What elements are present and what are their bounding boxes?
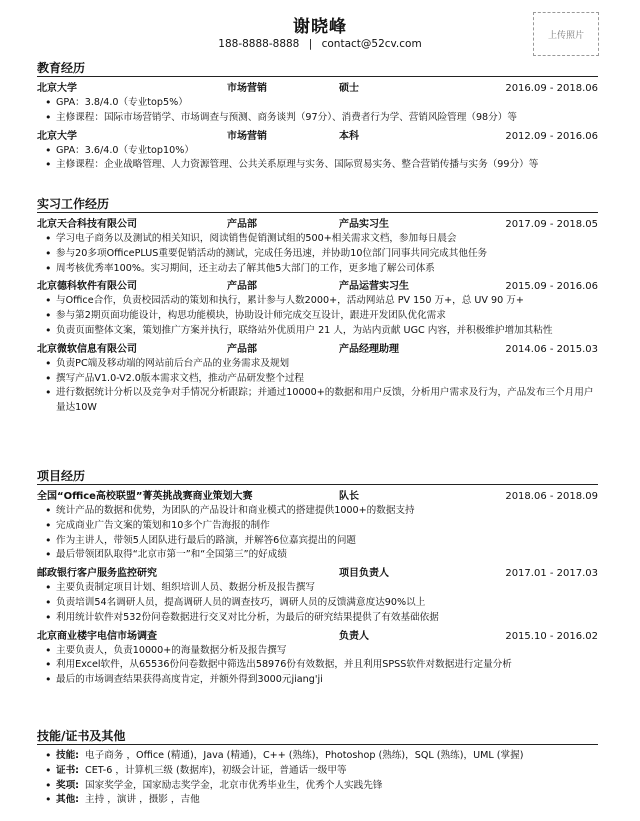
organization-name: 北京德科软件有限公司 <box>37 281 137 293</box>
organization-name: 邮政银行客户服务监控研究 <box>37 568 157 580</box>
entry-header <box>37 81 598 96</box>
date-range: 2016.09 - 2018.06 <box>505 83 598 94</box>
skill-item <box>43 793 598 808</box>
entry <box>37 279 598 338</box>
phone-number: 188-8888-8888 <box>218 38 300 50</box>
section-title: 项目经历 <box>37 468 598 485</box>
entry-header <box>37 129 598 144</box>
date-range: 2015.10 - 2016.02 <box>505 630 598 642</box>
role-title: 硕士 <box>339 83 359 94</box>
email-address: contact@52cv.com <box>321 38 422 50</box>
skill-item <box>43 779 598 794</box>
list-item: • 参与第2期页面功能设计，构思功能模块，协助设计师完成交互设计，跟进开发团队优化需求 <box>43 309 598 324</box>
bullet-list <box>37 294 598 338</box>
entry <box>37 489 598 563</box>
entry <box>37 342 598 416</box>
skill-item <box>43 749 598 764</box>
list-item: • GPA：3.6/4.0（专业top10%） <box>43 144 598 159</box>
skills-list <box>37 749 598 808</box>
list-item: • 最后的市场调查结果获得高度肯定，并额外得到3000元jiang'ji <box>43 673 598 688</box>
date-range: 2017.09 - 2018.05 <box>505 219 598 230</box>
bullet-list <box>37 96 598 126</box>
organization-name: 北京大学 <box>37 83 77 94</box>
role-title: 产品实习生 <box>339 219 389 230</box>
skill-item <box>43 764 598 779</box>
organization-name: 北京商业楼宇电信市场调查 <box>37 630 157 642</box>
organization-name: 全国“Office高校联盟”菁英挑战赛商业策划大赛 <box>37 491 253 502</box>
department: 产品部 <box>227 219 257 230</box>
role-title: 产品运营实习生 <box>339 281 409 293</box>
department: 产品部 <box>227 343 257 355</box>
date-range: 2014.06 - 2015.03 <box>505 343 598 355</box>
list-item: • 负责PC端及移动端的网站前后台产品的业务需求及规划 <box>43 357 598 372</box>
list-item: • 主修课程：国际市场营销学、市场调查与预测、商务谈判（97分）、消费者行为学、营销风险管理（98分）等 <box>43 111 598 126</box>
education-section <box>37 60 598 176</box>
internship-section <box>37 196 598 419</box>
bullet-list <box>37 144 598 174</box>
list-item: • GPA：3.8/4.0（专业top5%） <box>43 96 598 111</box>
list-item: • 负责培训54名调研人员，提高调研人员的调查技巧，调研人员的反馈满意度达90%以上 <box>43 596 598 611</box>
skill-label: 其他: <box>56 794 80 806</box>
role-title: 队长 <box>339 491 359 502</box>
list-item: • 周考核优秀率100%。实习期间，还主动去了解其他5大部门的工作，更多地了解公司体系 <box>43 262 598 277</box>
bullet-list <box>37 232 598 276</box>
organization-name: 北京天合科技有限公司 <box>37 219 137 230</box>
entry-header <box>37 217 598 232</box>
upload-photo-button[interactable]: 上传照片 <box>533 12 599 56</box>
list-item: • 利用Excel软件，从65536份问卷数据中筛选出58976份有效数据，并且利用SPSS软件对数据进行定量分析 <box>43 658 598 673</box>
section-title: 实习工作经历 <box>37 196 598 213</box>
list-item: • 学习电子商务以及测试的相关知识，阅读销售促销测试组的500+相关需求文档，参加每日晨会 <box>43 232 598 247</box>
role-title: 项目负责人 <box>339 568 389 580</box>
entry <box>37 629 598 688</box>
organization-name: 北京微软信息有限公司 <box>37 343 137 355</box>
entry <box>37 217 598 276</box>
role-title: 负责人 <box>339 630 369 642</box>
contact-separator: | <box>308 38 313 50</box>
list-item: • 进行数据统计分析以及竞争对手情况分析跟踪；并通过10000+的数据和用户反馈，分析用户需求及行为，产品发布三个月用户量达10W <box>43 386 598 416</box>
section-title: 教育经历 <box>37 60 598 77</box>
bullet-list <box>37 504 598 563</box>
entry-header <box>37 279 598 294</box>
entry <box>37 81 598 126</box>
list-item: • 撰写产品V1.0-V2.0版本需求文档，推动产品研发整个过程 <box>43 372 598 387</box>
list-item: • 完成商业广告文案的策划和10多个广告海报的制作 <box>43 519 598 534</box>
entry-header <box>37 489 598 504</box>
section-title: 技能/证书及其他 <box>37 728 598 745</box>
list-item: • 作为主讲人，带领5人团队进行最后的路演，并解答6位嘉宾提出的问题 <box>43 534 598 549</box>
entry-header <box>37 342 598 357</box>
department: 产品部 <box>227 281 257 293</box>
date-range: 2012.09 - 2016.06 <box>505 130 598 142</box>
skill-label: 技能: <box>56 750 80 761</box>
skill-text: 主持 ，演讲 ，摄影 ，吉他 <box>85 794 200 806</box>
list-item: • 主要负责人，负责10000+的海量数据分析及报告撰写 <box>43 644 598 659</box>
list-item: • 利用统计软件对532份问卷数据进行交叉对比分析，为最后的研究结果提供了有效基础依据 <box>43 611 598 626</box>
list-item: • 最后带领团队取得“北京市第一”和“全国第三”的好成绩 <box>43 548 598 563</box>
department: 市场营销 <box>227 83 267 94</box>
skill-label: 奖项: <box>56 779 80 791</box>
list-item: • 主修课程：企业战略管理、人力资源管理、公共关系原理与实务、国际贸易实务、整合营销传播与实务（99分）等 <box>43 158 598 173</box>
skills-section <box>37 728 598 808</box>
date-range: 2017.01 - 2017.03 <box>505 568 598 580</box>
list-item: • 与Office合作，负责校园活动的策划和执行，累计参与人数2000+，活动网站总 PV 150 万+，总 UV 90 万+ <box>43 294 598 309</box>
role-title: 产品经理助理 <box>339 343 399 355</box>
bullet-list <box>37 357 598 416</box>
bullet-list <box>37 581 598 625</box>
entry-header <box>37 629 598 644</box>
department: 市场营销 <box>227 130 267 142</box>
skill-text: 电子商务 ，Office (精通)，Java (精通)，C++ (熟练)，Photoshop (熟练)，SQL (熟练)，UML (掌握) <box>85 750 524 761</box>
skill-text: CET-6 ，计算机三级 (数据库)，初级会计证，普通话一级甲等 <box>85 764 347 776</box>
date-range: 2015.09 - 2016.06 <box>505 281 598 293</box>
organization-name: 北京大学 <box>37 130 77 142</box>
skill-text: 国家奖学金，国家励志奖学金，北京市优秀毕业生，优秀个人实践先锋 <box>85 779 383 791</box>
bullet-list <box>37 644 598 688</box>
projects-section <box>37 468 598 691</box>
skill-label: 证书: <box>56 764 80 776</box>
list-item: • 统计产品的数据和优势，为团队的产品设计和商业模式的搭建提供1000+的数据支持 <box>43 504 598 519</box>
candidate-name: 谢晓峰 <box>293 17 347 37</box>
list-item: • 参与20多项OfficePLUS重要促销活动的测试，完成任务迅速，并协助10位部门同事共同完成其他任务 <box>43 247 598 262</box>
entry <box>37 566 598 625</box>
entry <box>37 129 598 174</box>
list-item: • 负责页面整体文案，策划推广方案并执行，联络站外优质用户 21 人，为站内贡献 UGC 内容，并积极维护增加其粘性 <box>43 324 598 339</box>
date-range: 2018.06 - 2018.09 <box>505 491 598 502</box>
list-item: • 主要负责制定项目计划、组织培训人员、数据分析及报告撰写 <box>43 581 598 596</box>
role-title: 本科 <box>339 130 359 142</box>
entry-header <box>37 566 598 581</box>
